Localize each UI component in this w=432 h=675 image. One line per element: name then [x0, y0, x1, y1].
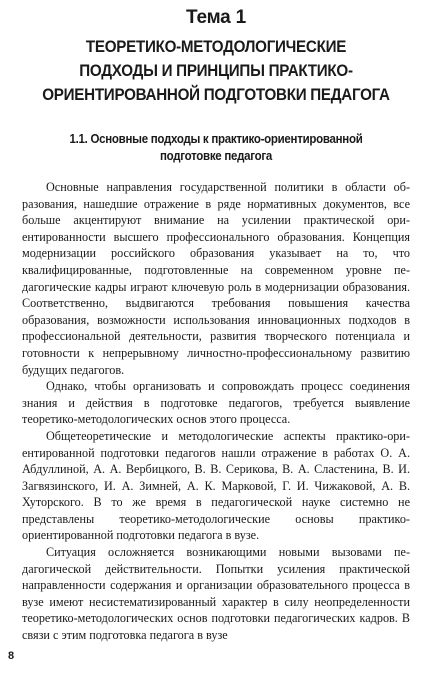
topic-title-line: ТЕОРЕТИКО-МЕТОДОЛОГИЧЕСКИЕ [85, 38, 347, 56]
paragraph: Однако, чтобы организовать и сопровождать процесс соединения знания и действия в подготовке педагогов, требуется выявление теоретико-методологических основ этого процесса. [22, 379, 410, 427]
section-title [38, 131, 395, 165]
page-number: 8 [8, 650, 15, 662]
paragraph: Основные направления государственной политики в области образования, нашедшие отражение в ряде нормативных документов, все больше акцентируют внимание на усилении практической ориентированности высшего профессионального образования. Концепция модернизации российского образования указывает на то, что квалифицированные, подготовленные на современном уровне педагогические кадры играют ключевую роль в модернизации образования. Соответственно, выдвигаются требования повышения качества образования, возможности использования инновационных подходов в профессиональной деятельности, развития творческого потенциала и готовности к непрерывному личностно-профессиональному развитию будущих педагогов. [22, 180, 410, 377]
topic-label: Тема 1 [186, 7, 246, 28]
paragraph: Общетеоретические и методологические аспекты практико-ориентированной подготовки педагогов нашли отражение в работах О. А. Абдуллиной, А. А. Вербицкого, В. В. Серикова, В. А. Сластенина, В. И. Загвязинского, И. А. Зимней, А. К. Марковой, Г. И. Чижаковой, А. В. Хуторского. В то же время в педагогической науке системно не представлены теоретико-методологические основы практико-ориентированной подготовки педагога в вузе. [22, 428, 410, 543]
topic-title-line: ПОДХОДЫ И ПРИНЦИПЫ ПРАКТИКО- [79, 62, 353, 80]
section-title-line: 1.1. Основные подходы к практико-ориентированной [69, 132, 363, 146]
body-text [22, 179, 410, 644]
section-title-line: подготовке педагога [159, 149, 273, 163]
topic-title [38, 35, 395, 107]
topic-title-line: ОРИЕНТИРОВАННОЙ ПОДГОТОВКИ ПЕДАГОГА [42, 86, 390, 104]
paragraph: Ситуация осложняется возникающими новыми вызовами педагогической действительности. Попытки усиления практической направленности содержания и организации образовательного процесса в вузе имеют несистематизированный характер в силу неопределенности теоретико-методологических основ подготовки педагогических кадров. В связи с этим подготовка педагога в вузе [22, 545, 410, 643]
